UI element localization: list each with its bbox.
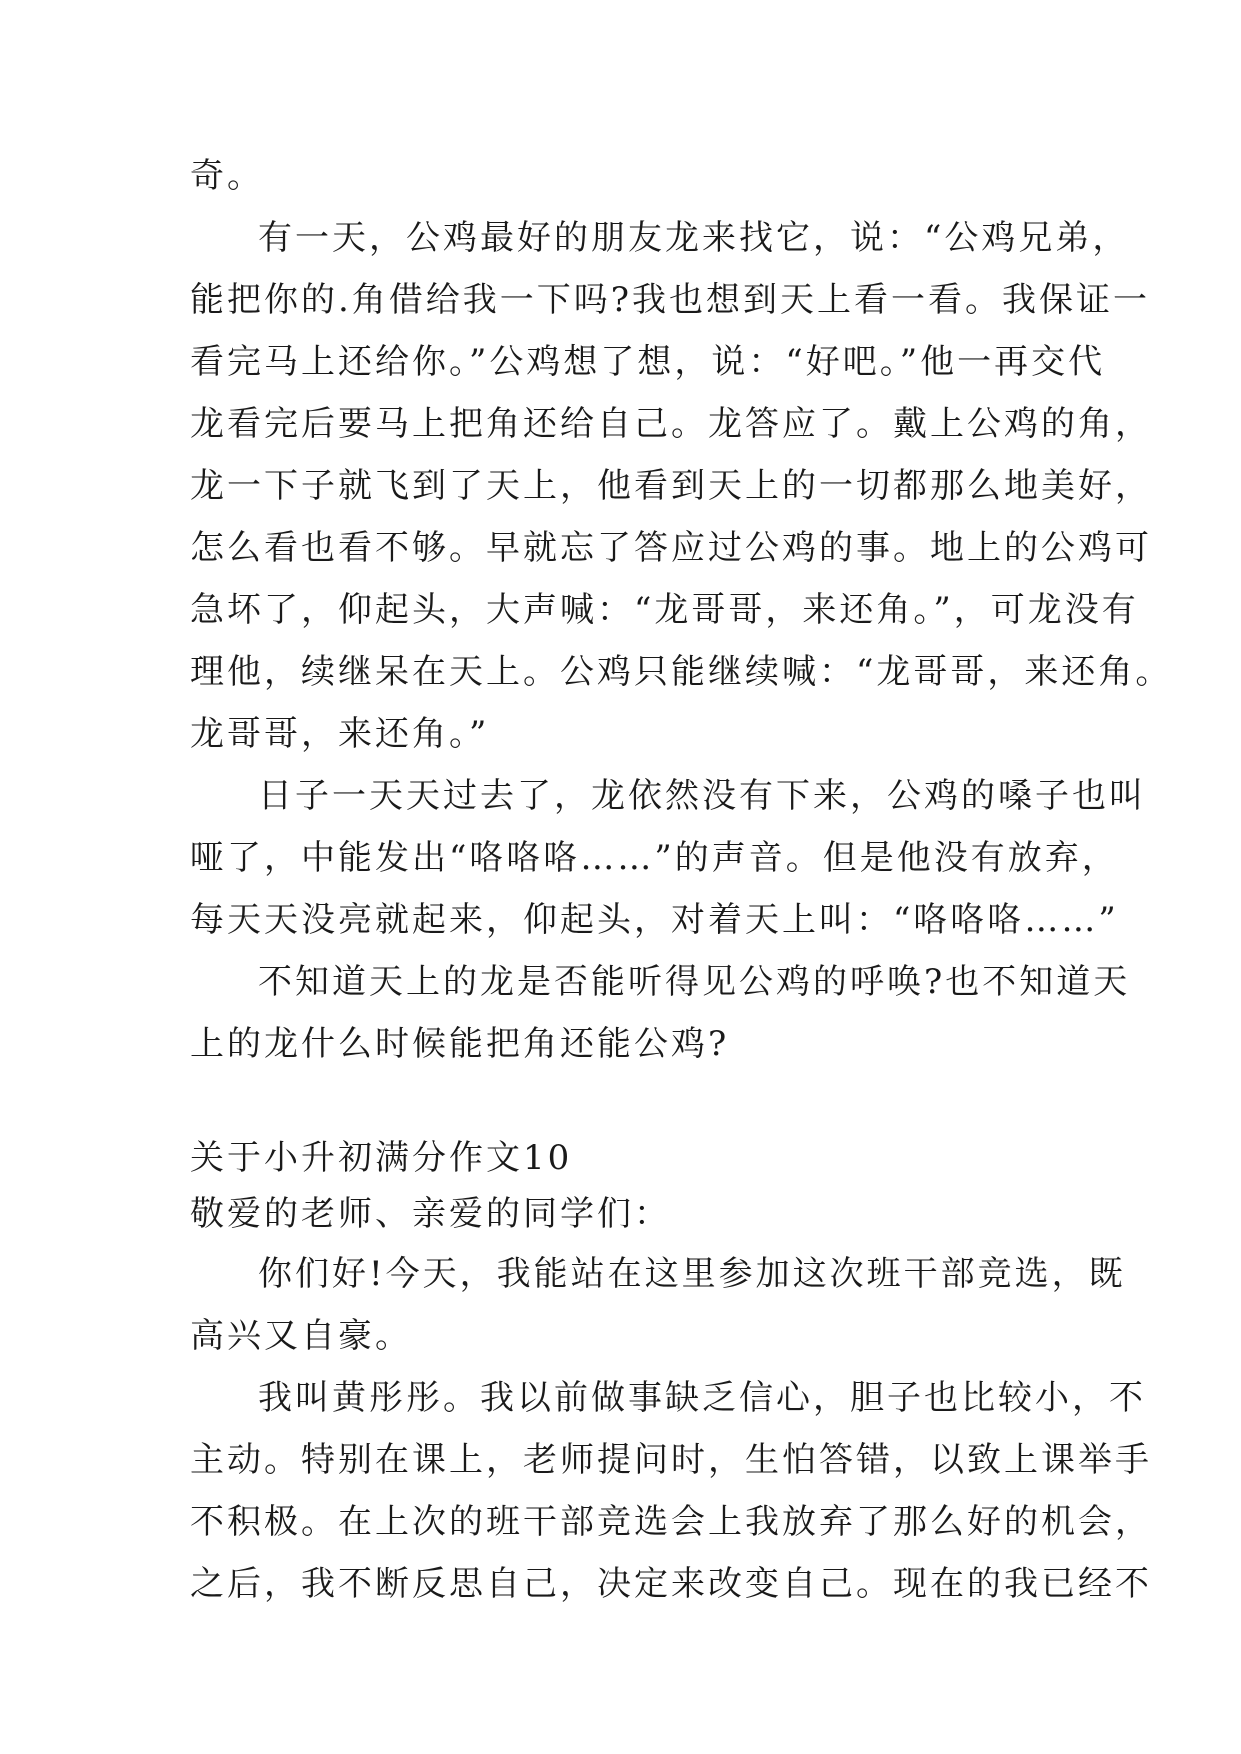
text-line: 奇。	[190, 156, 264, 196]
text-line: 主动。特别在课上，老师提问时，生怕答错，以致上课举手	[190, 1440, 1152, 1480]
text-line: 之后，我不断反思自己，决定来改变自己。现在的我已经不	[190, 1564, 1152, 1604]
text-line: 哑了，中能发出“咯咯咯……”的声音。但是他没有放弃，	[190, 838, 1119, 878]
text-line: 龙看完后要马上把角还给自己。龙答应了。戴上公鸡的角，	[190, 404, 1152, 444]
paragraph-start: 我叫黄彤彤。我以前做事缺乏信心，胆子也比较小，不	[258, 1378, 1146, 1418]
paragraph-start: 不知道天上的龙是否能听得见公鸡的呼唤?也不知道天	[258, 962, 1131, 1002]
text-line: 理他，续继呆在天上。公鸡只能继续喊：“龙哥哥，来还角。	[190, 652, 1173, 692]
salutation: 敬爱的老师、亲爱的同学们：	[190, 1194, 671, 1234]
paragraph-start: 有一天，公鸡最好的朋友龙来找它，说：“公鸡兄弟，	[258, 218, 1130, 258]
paragraph-start: 日子一天天过去了，龙依然没有下来，公鸡的嗓子也叫	[258, 776, 1146, 816]
text-line: 上的龙什么时候能把角还能公鸡?	[190, 1024, 730, 1064]
text-line: 高兴又自豪。	[190, 1316, 412, 1356]
paragraph-start: 你们好!今天，我能站在这里参加这次班干部竞选，既	[258, 1254, 1126, 1294]
text-line: 不积极。在上次的班干部竞选会上我放弃了那么好的机会，	[190, 1502, 1152, 1542]
text-line: 急坏了，仰起头，大声喊：“龙哥哥，来还角。”，可龙没有	[190, 590, 1139, 630]
text-line: 怎么看也看不够。早就忘了答应过公鸡的事。地上的公鸡可	[190, 528, 1152, 568]
text-line: 每天天没亮就起来，仰起头，对着天上叫：“咯咯咯……”	[190, 900, 1119, 940]
text-line: 龙哥哥，来还角。”	[190, 714, 490, 754]
text-line: 能把你的.角借给我一下吗?我也想到天上看一看。我保证一	[190, 280, 1151, 320]
text-line: 龙一下子就飞到了天上，他看到天上的一切都那么地美好，	[190, 466, 1152, 506]
section-heading: 关于小升初满分作文10	[190, 1138, 573, 1178]
text-line: 看完马上还给你。”公鸡想了想，说：“好吧。”他一再交代	[190, 342, 1106, 382]
